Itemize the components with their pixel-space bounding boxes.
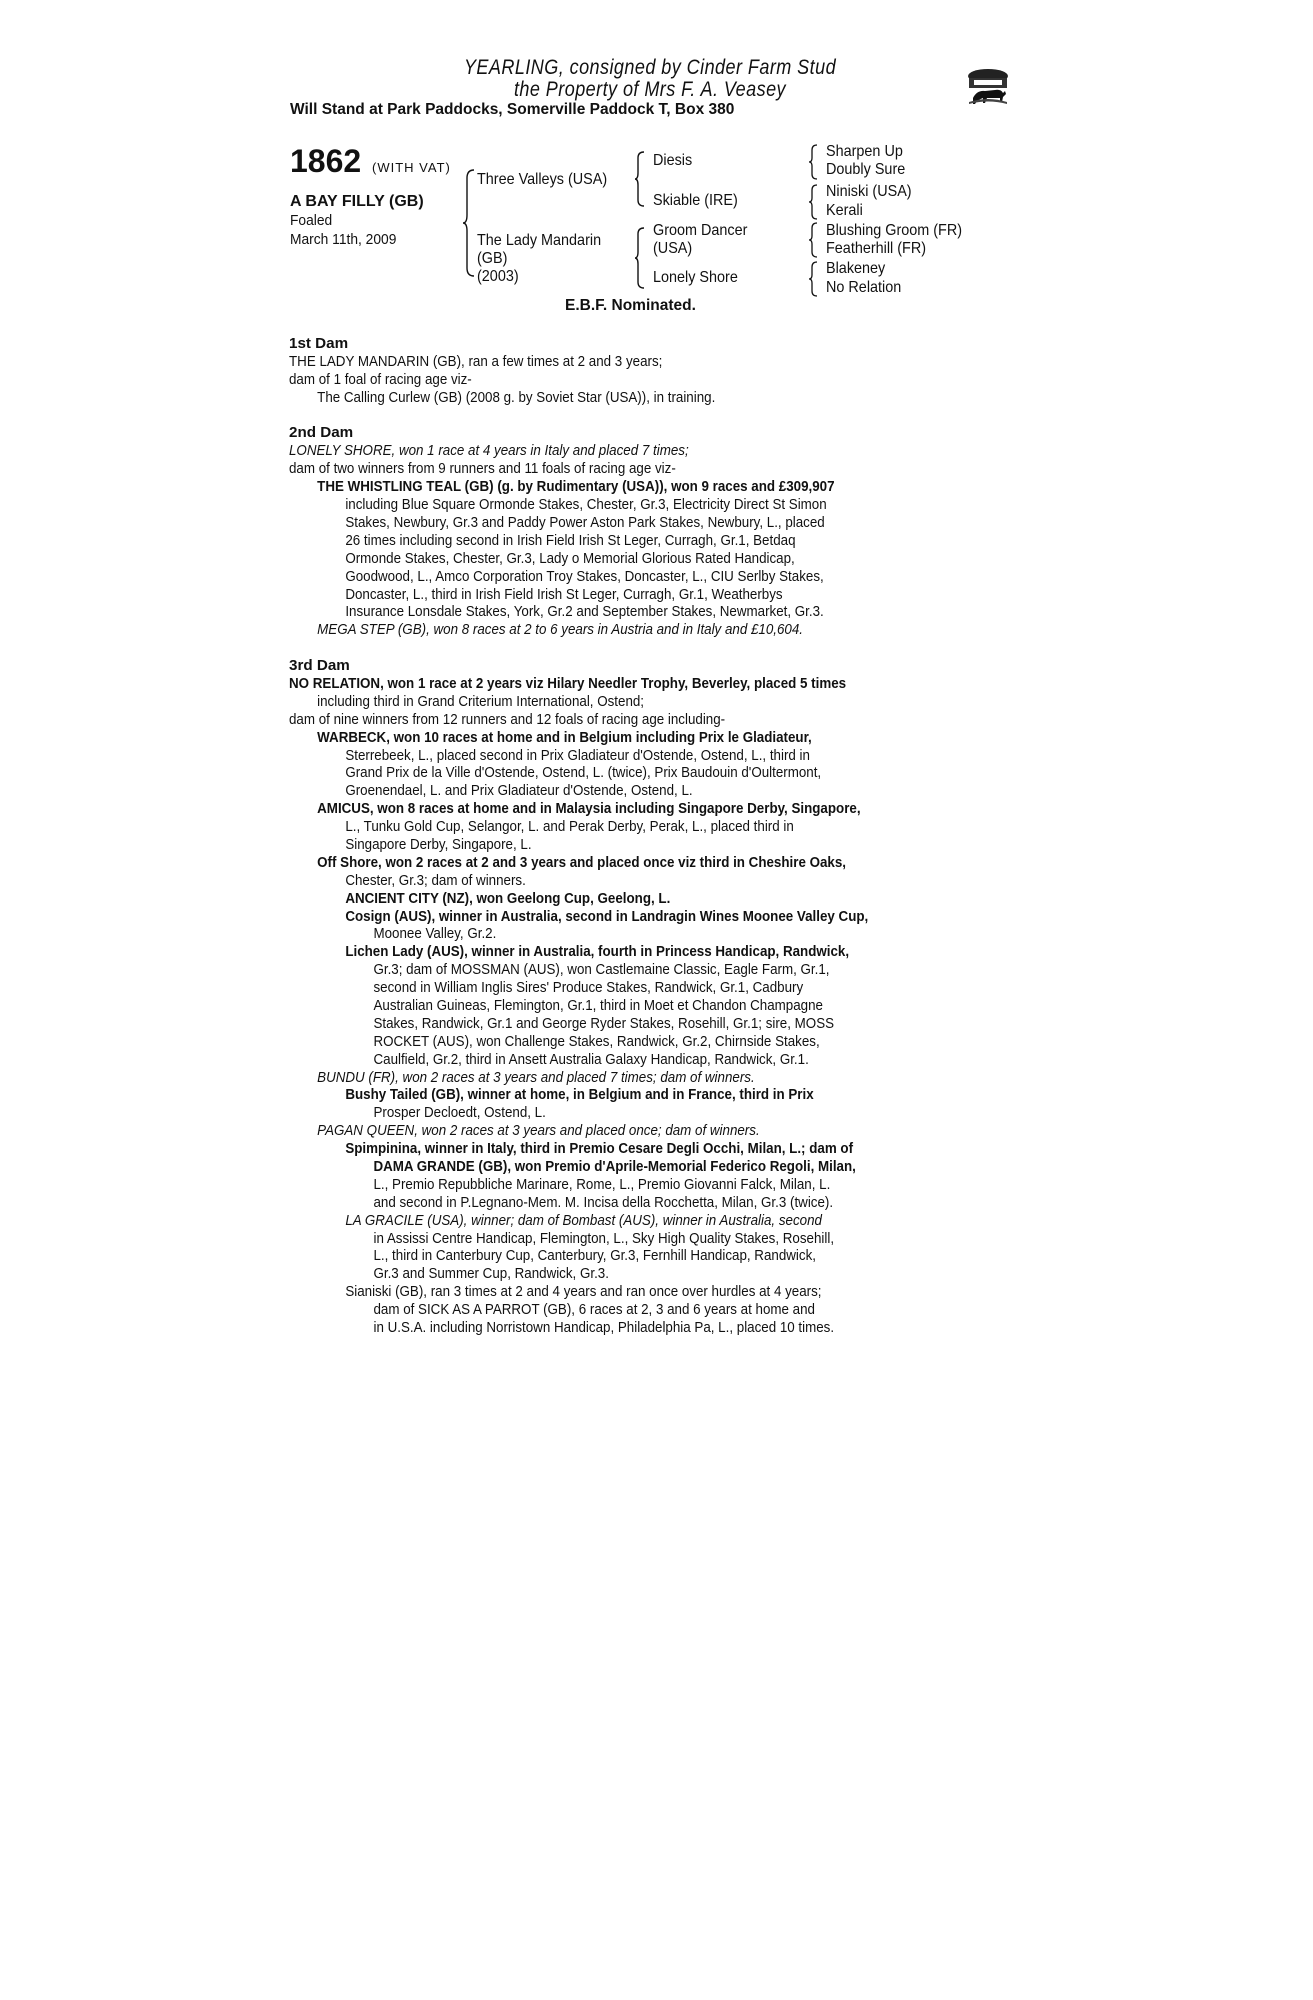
pedigree-brace-dam [634,226,646,290]
dam2-line: LONELY SHORE, won 1 race at 4 years in Italy and placed 7 times; [289,442,689,460]
lot-number: 1862 [290,143,362,179]
dam3-line: L., Tunku Gold Cup, Selangor, L. and Perak Derby, Perak, L., placed third in [345,818,794,836]
dam3-line: second in William Inglis Sires' Produce Stakes, Randwick, Gr.1, Cadbury [373,979,804,997]
pedigree-ssd: Doubly Sure [826,161,906,178]
pedigree-dds: Blakeney [826,260,886,277]
dam3-line: in Assissi Centre Handicap, Flemington, L., Sky High Quality Stakes, Rosehill, [373,1229,835,1247]
dam3-line: including third in Grand Criterium International, Ostend; [317,692,645,710]
dam1-line: The Calling Curlew (GB) (2008 g. by Soviet Star (USA)), in training. [317,388,716,406]
ebf-nominated: E.B.F. Nominated. [565,297,696,314]
dam2-line: Stakes, Newbury, Gr.3 and Paddy Power Aston Park Stakes, Newbury, L., placed [345,513,825,531]
pedigree-ddd: No Relation [826,279,902,296]
dam3-line: L., Premio Repubbliche Marinare, Rome, L., Premio Giovanni Falck, Milan, L. [373,1175,831,1193]
dam3-line: Stakes, Randwick, Gr.1 and George Ryder Stakes, Rosehill, Gr.1; sire, MOSS [373,1014,835,1032]
pedigree-sire: Three Valleys (USA) [477,171,608,188]
horse-description: A BAY FILLY (GB) [290,193,424,210]
dam3-line: Grand Prix de la Ville d'Ostende, Ostend, L. (twice), Prix Baudouin d'Oultermont, [345,764,822,782]
dam3-line: LA GRACILE (USA), winner; dam of Bombast (AUS), winner in Australia, second [345,1211,822,1229]
pedigree-dam-line2: (GB) [477,250,508,267]
pedigree-dsd: Featherhill (FR) [826,240,927,257]
foaled-label: Foaled [290,212,333,229]
pedigree-brace-ds [808,222,818,258]
pedigree-dss: Blushing Groom (FR) [826,222,963,239]
dam1-title: 1st Dam [289,335,349,352]
dam2-title: 2nd Dam [289,424,354,442]
dam3-line: Spimpinina, winner in Italy, third in Premio Cesare Degli Occhi, Milan, L.; dam of [345,1140,854,1158]
pedigree-brace-main [462,168,476,278]
dam3-line: dam of SICK AS A PARROT (GB), 6 races at 2, 3 and 6 years at home and [373,1301,815,1319]
dam3-line: Australian Guineas, Flemington, Gr.1, third in Moet et Chandon Champagne [373,997,823,1014]
pedigree-sds: Niniski (USA) [826,183,912,200]
dam1-line: dam of 1 foal of racing age viz- [289,370,472,388]
pedigree-sire-sire: Diesis [653,152,693,169]
horse-logo-icon [965,66,1011,106]
dam1-line: THE LADY MANDARIN (GB), ran a few times at 2 and 3 years; [289,352,663,370]
dam2-line: Doncaster, L., third in Irish Field Irish St Leger, Curragh, Gr.1, Weatherbys [345,585,783,603]
dam3-line: Sterrebeek, L., placed second in Prix Gladiateur d'Ostende, Ostend, L., third in [345,746,810,764]
produce-record [289,335,1009,1337]
dam2-line: including Blue Square Ormonde Stakes, Chester, Gr.3, Electricity Direct St Simon [345,496,827,514]
dam3-line: ANCIENT CITY (NZ), won Geelong Cup, Geelong, L. [345,889,671,907]
location-line: Will Stand at Park Paddocks, Somerville Paddock T, Box 380 [290,101,735,118]
dam3-line: dam of nine winners from 12 runners and 12 foals of racing age including- [289,710,726,728]
dam3-line: Prosper Decloedt, Ostend, L. [373,1104,546,1122]
dam3-line: PAGAN QUEEN, won 2 races at 3 years and placed once; dam of winners. [317,1122,760,1140]
pedigree-sire-dam: Skiable (IRE) [653,192,738,209]
consignor-line: YEARLING, consigned by Cinder Farm Stud [463,56,837,79]
pedigree-dam-dam: Lonely Shore [653,269,738,286]
dam3-line: WARBECK, won 10 races at home and in Belgium including Prix le Gladiateur, [317,728,812,746]
dam2-line: Goodwood, L., Amco Corporation Troy Stakes, Doncaster, L., CIU Serlby Stakes, [345,567,824,585]
dam2-line: Insurance Lonsdale Stakes, York, Gr.2 and September Stakes, Newmarket, Gr.3. [345,603,824,621]
dam3-line: Gr.3 and Summer Cup, Randwick, Gr.3. [373,1265,609,1283]
dam2-line: THE WHISTLING TEAL (GB) (g. by Rudimentary (USA)), won 9 races and £309,907 [317,478,835,496]
dam3-line: L., third in Canterbury Cup, Canterbury, Gr.3, Fernhill Handicap, Randwick, [373,1247,816,1265]
pedigree-dam-line1: The Lady Mandarin [477,232,602,249]
foaled-info [290,211,396,249]
dam3-line: Singapore Derby, Singapore, L. [345,835,532,853]
pedigree-sdd: Kerali [826,202,863,219]
dam3-line: Sianiski (GB), ran 3 times at 2 and 4 years and ran once over hurdles at 4 years; [345,1283,822,1301]
dam3-line: ROCKET (AUS), won Challenge Stakes, Randwick, Gr.2, Chirnside Stakes, [373,1032,820,1050]
dam3-line: Gr.3; dam of MOSSMAN (AUS), won Castlemaine Classic, Eagle Farm, Gr.1, [373,961,830,979]
dam3-line: Caulfield, Gr.2, third in Ansett Australia Galaxy Handicap, Randwick, Gr.1. [373,1050,809,1068]
dam3-line: Cosign (AUS), winner in Australia, second in Landragin Wines Moonee Valley Cup, [345,907,869,925]
pedigree-brace-ss [808,144,818,180]
dam3-line: Groenendael, L. and Prix Gladiateur d'Ostende, Ostend, L. [345,782,693,800]
property-line: the Property of Mrs F. A. Veasey [513,78,787,101]
dam3-line: BUNDU (FR), won 2 races at 3 years and placed 7 times; dam of winners. [317,1068,755,1086]
pedigree-brace-sd [808,184,818,220]
dam2-line: dam of two winners from 9 runners and 11 foals of racing age viz- [289,460,676,478]
dam2-line: Ormonde Stakes, Chester, Gr.3, Lady o Memorial Glorious Rated Handicap, [345,549,795,567]
dam3-line: AMICUS, won 8 races at home and in Malaysia including Singapore Derby, Singapore, [317,800,861,818]
dam3-line: NO RELATION, won 1 race at 2 years viz Hilary Needler Trophy, Beverley, placed 5 times [289,674,847,692]
foaled-date: March 11th, 2009 [290,231,397,248]
pedigree-brace-dd [808,261,818,297]
dam3-line: in U.S.A. including Norristown Handicap, Philadelphia Pa, L., placed 10 times. [373,1319,835,1337]
pedigree-dam-line3: (2003) [477,268,519,285]
dam3-line: Moonee Valley, Gr.2. [373,925,497,943]
dam3-line: Lichen Lady (AUS), winner in Australia, fourth in Princess Handicap, Randwick, [345,943,850,961]
pedigree-sss: Sharpen Up [826,143,903,160]
dam3-line: Chester, Gr.3; dam of winners. [345,871,526,889]
dam3-line: DAMA GRANDE (GB), won Premio d'Aprile-Memorial Federico Regoli, Milan, [373,1158,856,1176]
dam2-line: 26 times including second in Irish Field Irish St Leger, Curragh, Gr.1, Betdaq [345,531,796,549]
vat-label: (WITH VAT) [372,160,451,175]
dam2-line: MEGA STEP (GB), won 8 races at 2 to 6 years in Austria and in Italy and £10,604. [317,621,804,639]
dam3-line: and second in P.Legnano-Mem. M. Incisa della Rocchetta, Milan, Gr.3 (twice). [373,1193,834,1211]
dam3-line: Bushy Tailed (GB), winner at home, in Belgium and in France, third in Prix [345,1086,814,1104]
pedigree-brace-sire [634,150,646,208]
dam3-title: 3rd Dam [289,657,350,675]
pedigree-dam-sire-line2: (USA) [653,240,693,257]
pedigree-dam-sire-line1: Groom Dancer [653,222,748,239]
dam3-line: Off Shore, won 2 races at 2 and 3 years and placed once viz third in Cheshire Oaks, [317,853,846,871]
